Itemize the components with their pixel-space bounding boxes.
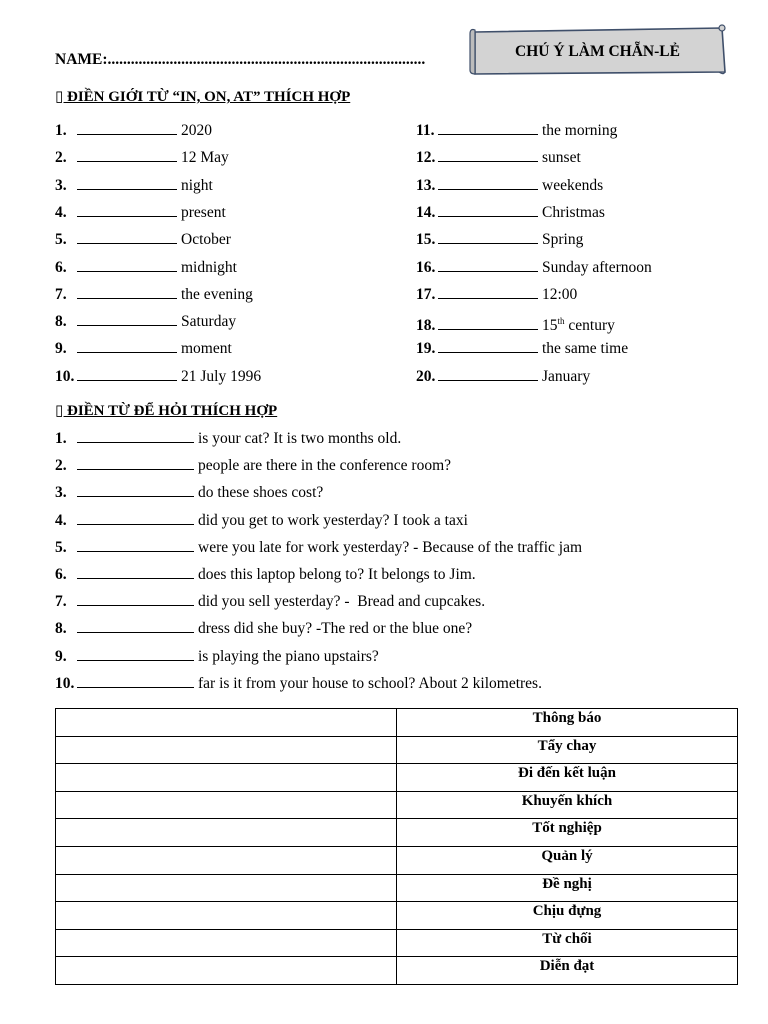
table-row [56, 874, 738, 902]
item-text: weekends [542, 176, 604, 194]
table-row [56, 957, 738, 985]
exercise2-item [55, 619, 472, 638]
vietnamese-word: Đi đến kết luận [518, 765, 616, 782]
item-text: moment [181, 340, 232, 358]
answer-blank[interactable] [77, 176, 177, 190]
vietnamese-word-cell [397, 846, 738, 874]
vietnamese-word: Diễn đạt [539, 958, 595, 975]
item-text: 12:00 [542, 285, 578, 303]
table-row [56, 709, 738, 737]
answer-blank[interactable] [77, 203, 177, 217]
exercise1-item [55, 148, 229, 167]
answer-cell[interactable] [56, 902, 397, 930]
item-number: 18. [416, 317, 436, 335]
exercise1-item [416, 176, 603, 195]
exercise2-item [55, 592, 485, 611]
item-text: 12 May [181, 149, 229, 167]
answer-cell[interactable] [56, 957, 397, 985]
answer-blank[interactable] [77, 367, 177, 381]
answer-blank[interactable] [77, 483, 194, 497]
vietnamese-word: Quản lý [541, 847, 593, 864]
vietnamese-word-cell [397, 819, 738, 847]
answer-blank[interactable] [77, 429, 194, 443]
answer-blank[interactable] [438, 258, 538, 272]
item-number: 10. [55, 367, 75, 385]
section1-title: ▯ ĐIỀN GIỚI TỪ “IN, ON, AT” THÍCH HỢP [55, 89, 351, 105]
item-text-after: century [564, 317, 615, 335]
answer-blank[interactable] [77, 592, 194, 606]
item-text: Spring [542, 231, 584, 249]
exercise1-item [416, 312, 615, 335]
vietnamese-word-cell [397, 902, 738, 930]
vietnamese-word-cell [397, 764, 738, 792]
table-row [56, 764, 738, 792]
vietnamese-word-cell [397, 736, 738, 764]
item-text: dress did she buy? -The red or the blue one? [198, 620, 473, 638]
answer-blank[interactable] [438, 339, 538, 353]
table-row [56, 929, 738, 957]
exercise1-item [55, 203, 226, 222]
vietnamese-word: Từ chối [542, 930, 592, 947]
vietnamese-word: Tốt nghiệp [532, 820, 602, 837]
answer-blank[interactable] [438, 316, 538, 330]
item-text: the same time [542, 340, 629, 358]
item-number: 10. [55, 674, 75, 692]
exercise1-item [416, 258, 652, 277]
exercise1-item [416, 285, 577, 304]
item-number: 15. [416, 231, 436, 249]
item-number: 6. [55, 566, 67, 583]
exercise1-item [55, 339, 232, 358]
exercise1-item [416, 339, 628, 358]
table-row [56, 902, 738, 930]
item-text: far is it from your house to school? About 2 kilometres. [198, 674, 542, 692]
table-row [56, 791, 738, 819]
banner-title: CHÚ Ý LÀM CHẴN-LẺ [515, 43, 680, 60]
item-number: 8. [55, 620, 67, 638]
item-text: midnight [181, 258, 237, 276]
exercise1-item [416, 148, 581, 167]
item-number: 7. [55, 285, 67, 303]
exercise1-item [55, 176, 213, 195]
ordinal-suffix: th [557, 316, 565, 327]
item-text: the morning [542, 122, 618, 139]
item-number: 12. [416, 149, 436, 167]
answer-cell[interactable] [56, 846, 397, 874]
exercise2-item [55, 538, 582, 557]
vocab-table [55, 708, 738, 985]
exercise1-item [55, 312, 236, 331]
answer-cell[interactable] [56, 874, 397, 902]
answer-blank[interactable] [77, 258, 177, 272]
answer-blank[interactable] [438, 285, 538, 299]
item-number: 13. [416, 176, 436, 194]
exercise2-item [55, 674, 542, 693]
item-text: Christmas [542, 203, 605, 221]
answer-blank[interactable] [77, 565, 194, 579]
item-number: 14. [416, 203, 436, 221]
answer-blank[interactable] [77, 511, 194, 525]
item-number: 20. [416, 367, 436, 385]
item-number: 1. [55, 122, 67, 139]
item-number: 1. [55, 430, 67, 447]
item-number: 2. [55, 149, 67, 167]
item-number: 8. [55, 313, 67, 331]
answer-blank[interactable] [77, 312, 177, 326]
exercise1-item [55, 285, 253, 304]
item-number: 2. [55, 457, 67, 475]
vietnamese-word-cell [397, 929, 738, 957]
answer-blank[interactable] [77, 339, 177, 353]
table-row [56, 846, 738, 874]
exercise1-item [416, 203, 605, 222]
answer-cell[interactable] [56, 791, 397, 819]
vietnamese-word-cell [397, 957, 738, 985]
vietnamese-word: Thông báo [532, 710, 602, 726]
item-number: 11. [416, 122, 435, 139]
answer-cell[interactable] [56, 736, 397, 764]
exercise1-item [416, 230, 583, 249]
item-text: sunset [542, 149, 581, 167]
answer-cell[interactable] [56, 929, 397, 957]
answer-blank[interactable] [77, 538, 194, 552]
vietnamese-word: Chịu đựng [532, 903, 602, 920]
exercise2-item [55, 456, 451, 475]
exercise2-item [55, 565, 476, 584]
item-text: were you late for work yesterday? - Because of the traffic jam [198, 538, 583, 556]
answer-blank[interactable] [438, 203, 538, 217]
answer-blank[interactable] [77, 456, 194, 470]
item-number: 16. [416, 258, 436, 276]
exercise1-item [55, 258, 237, 277]
item-text: 21 July 1996 [181, 367, 262, 385]
answer-blank[interactable] [77, 230, 177, 244]
answer-blank[interactable] [77, 148, 177, 162]
item-number: 6. [55, 258, 67, 276]
answer-blank[interactable] [438, 367, 538, 381]
answer-cell[interactable] [56, 819, 397, 847]
item-text: Sunday afternoon [542, 258, 652, 276]
exercise1-item [55, 230, 231, 249]
item-text: 15 [542, 317, 558, 335]
answer-blank[interactable] [438, 176, 538, 190]
answer-blank[interactable] [77, 647, 194, 661]
exercise1-item [55, 367, 261, 386]
item-number: 9. [55, 647, 67, 665]
item-text: people are there in the conference room? [198, 457, 452, 475]
note-banner [467, 24, 728, 80]
item-text: present [181, 203, 226, 221]
vietnamese-word: Đề nghị [542, 875, 592, 892]
item-text: does this laptop belong to? It belongs to Jim. [198, 566, 476, 583]
item-number: 4. [55, 203, 67, 221]
item-number: 7. [55, 593, 67, 611]
item-text: do these shoes cost? [198, 484, 324, 502]
vietnamese-word-cell [397, 874, 738, 902]
item-text: the evening [181, 285, 253, 303]
exercise2-item [55, 429, 401, 448]
vietnamese-word-cell [397, 791, 738, 819]
item-text: October [181, 231, 231, 249]
exercise2-item [55, 483, 323, 502]
item-text: did you get to work yesterday? I took a taxi [198, 511, 468, 529]
item-text: night [181, 176, 213, 194]
item-number: 5. [55, 231, 67, 249]
answer-blank[interactable] [77, 121, 177, 135]
exercise2-item [55, 647, 379, 666]
exercise1-item [55, 121, 212, 140]
answer-cell[interactable] [56, 709, 397, 737]
exercise1-item [416, 121, 617, 140]
vietnamese-word-cell [397, 709, 738, 737]
vietnamese-word: Khuyến khích [521, 792, 613, 809]
item-text: did you sell yesterday? - Bread and cupcakes. [198, 593, 486, 611]
answer-blank[interactable] [438, 230, 538, 244]
section2-title: ▯ ĐIỀN TỪ ĐỂ HỎI THÍCH HỢP [55, 403, 278, 419]
exercise1-item [416, 367, 590, 386]
item-number: 19. [416, 340, 436, 358]
table-row [56, 819, 738, 847]
item-text: January [542, 367, 591, 385]
item-text: is your cat? It is two months old. [198, 430, 402, 447]
exercise2-item [55, 511, 468, 530]
item-number: 9. [55, 340, 67, 358]
item-number: 17. [416, 285, 436, 303]
item-number: 3. [55, 484, 67, 502]
answer-blank[interactable] [77, 285, 177, 299]
item-text: Saturday [181, 313, 237, 331]
item-number: 4. [55, 511, 67, 529]
answer-blank[interactable] [438, 121, 538, 135]
name-field[interactable]: NAME:.................................................................................. [55, 51, 426, 68]
item-text: 2020 [181, 122, 212, 139]
answer-blank[interactable] [438, 148, 538, 162]
table-row [56, 736, 738, 764]
item-text: is playing the piano upstairs? [198, 647, 379, 665]
answer-cell[interactable] [56, 764, 397, 792]
item-number: 5. [55, 538, 67, 556]
answer-blank[interactable] [77, 619, 194, 633]
vietnamese-word: Tẩy chay [537, 737, 597, 754]
answer-blank[interactable] [77, 674, 194, 688]
item-number: 3. [55, 176, 67, 194]
